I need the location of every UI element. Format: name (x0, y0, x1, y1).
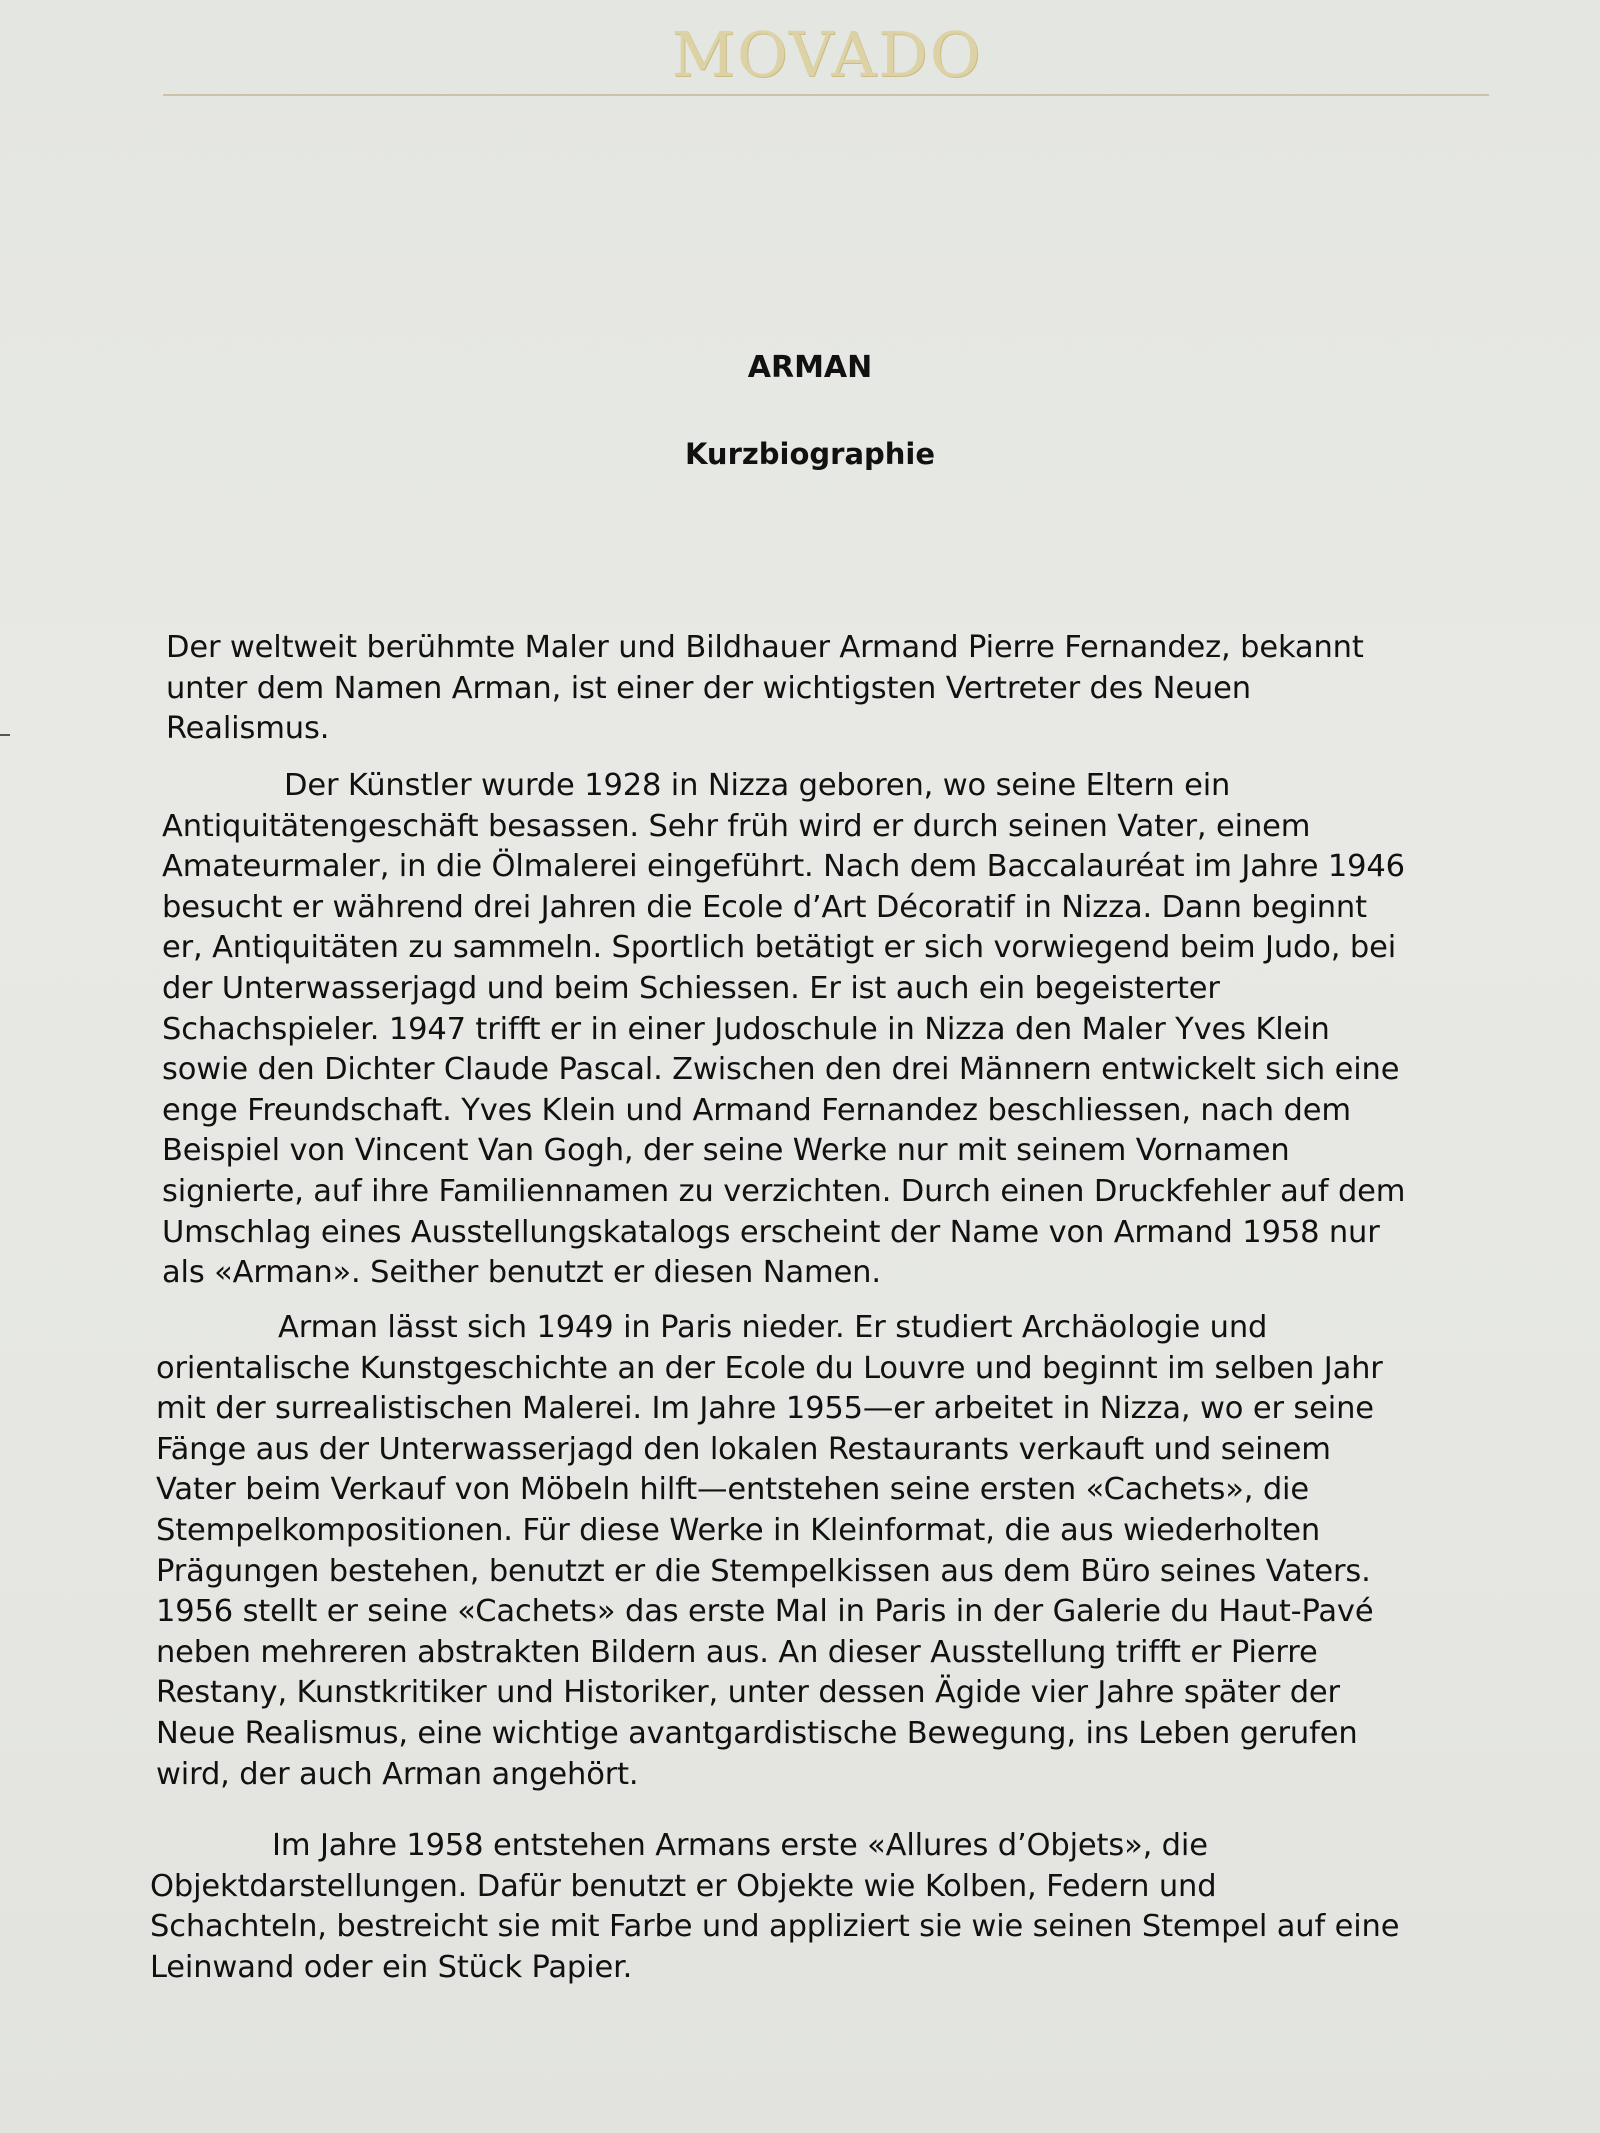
text-line: Der Künstler wurde 1928 in Nizza geboren, wo seine Eltern ein (284, 768, 1231, 803)
header-divider (163, 94, 1489, 96)
text-line: als «Arman». Seither benutzt er diesen Namen. (162, 1255, 881, 1291)
text-line: Realismus. (166, 711, 330, 747)
text-line: Neue Realismus, eine wichtige avantgardistische Bewegung, ins Leben gerufen (156, 1715, 1358, 1751)
page-subtitle: Kurzbiographie (684, 437, 936, 471)
text-line: Stempelkompositionen. Für diese Werke in Kleinformat, die aus wiederholten (156, 1512, 1321, 1548)
text-line: besucht er während drei Jahren die Ecole d’Art Décoratif in Nizza. Dann beginnt (162, 889, 1367, 925)
text-line: Der weltweit berühmte Maler und Bildhauer Armand Pierre Fernandez, bekannt (166, 630, 1364, 665)
text-line: orientalische Kunstgeschichte an der Ecole du Louvre und beginnt im selben Jahr (156, 1350, 1383, 1386)
page-title: ARMAN (747, 350, 873, 385)
text-line: Amateurmaler, in die Ölmalerei eingeführt. Nach dem Baccalauréat im Jahre 1946 (162, 849, 1405, 885)
text-line: Fänge aus der Unterwasserjagd den lokalen Restaurants verkauft und seinem (156, 1431, 1331, 1467)
text-line: Umschlag eines Ausstellungskatalogs erscheint der Name von Armand 1958 nur (162, 1214, 1380, 1250)
text-line: Beispiel von Vincent Van Gogh, der seine Werke nur mit seinem Vornamen (162, 1133, 1290, 1169)
text-line: Arman lässt sich 1949 in Paris nieder. Er studiert Archäologie und (278, 1310, 1268, 1345)
paragraph-intro (166, 628, 1364, 750)
text-line: signierte, auf ihre Familiennamen zu verzichten. Durch einen Druckfehler auf dem (162, 1173, 1406, 1209)
text-line: Im Jahre 1958 entstehen Armans erste «Allures d’Objets», die (272, 1828, 1208, 1863)
text-line: enge Freundschaft. Yves Klein und Armand Fernandez beschliessen, nach dem (162, 1092, 1351, 1128)
movado-logo: MOVADO (671, 18, 983, 91)
text-line: Antiquitätengeschäft besassen. Sehr früh wird er durch seinen Vater, einem (162, 808, 1311, 844)
text-line: Prägungen bestehen, benutzt er die Stempelkissen aus dem Büro seines Vaters. (156, 1553, 1371, 1589)
text-line: unter dem Namen Arman, ist einer der wichtigsten Vertreter des Neuen (166, 670, 1251, 706)
text-line: Restany, Kunstkritiker und Historiker, unter dessen Ägide vier Jahre später der (156, 1675, 1340, 1711)
paragraph-early-life (162, 766, 1405, 1294)
text-line: der Unterwasserjagd und beim Schiessen. Er ist auch ein begeisterter (162, 970, 1220, 1006)
text-line: 1956 stellt er seine «Cachets» das erste Mal in Paris in der Galerie du Haut-Pavé (156, 1594, 1374, 1630)
paragraph-allures (150, 1826, 1399, 1988)
text-line: wird, der auch Arman angehört. (156, 1756, 639, 1792)
text-line: Objektdarstellungen. Dafür benutzt er Objekte wie Kolben, Federn und (150, 1868, 1217, 1904)
text-line: Schachspieler. 1947 trifft er in einer Judoschule in Nizza den Maler Yves Klein (162, 1011, 1330, 1047)
text-line: er, Antiquitäten zu sammeln. Sportlich betätigt er sich vorwiegend beim Judo, bei (162, 930, 1397, 966)
text-line: Schachteln, bestreicht sie mit Farbe und appliziert sie wie seinen Stempel auf eine (150, 1909, 1400, 1945)
text-line: neben mehreren abstrakten Bildern aus. An dieser Ausstellung trifft er Pierre (156, 1634, 1318, 1670)
paragraph-paris (156, 1308, 1383, 1795)
text-line: mit der surrealistischen Malerei. Im Jahre 1955—er arbeitet in Nizza, wo er seine (156, 1391, 1374, 1427)
text-line: sowie den Dichter Claude Pascal. Zwischen den drei Männern entwickelt sich eine (162, 1052, 1400, 1088)
margin-tick-mark (0, 734, 10, 736)
text-line: Leinwand oder ein Stück Papier. (150, 1949, 633, 1985)
text-line: Vater beim Verkauf von Möbeln hilft—entstehen seine ersten «Cachets», die (156, 1472, 1309, 1508)
